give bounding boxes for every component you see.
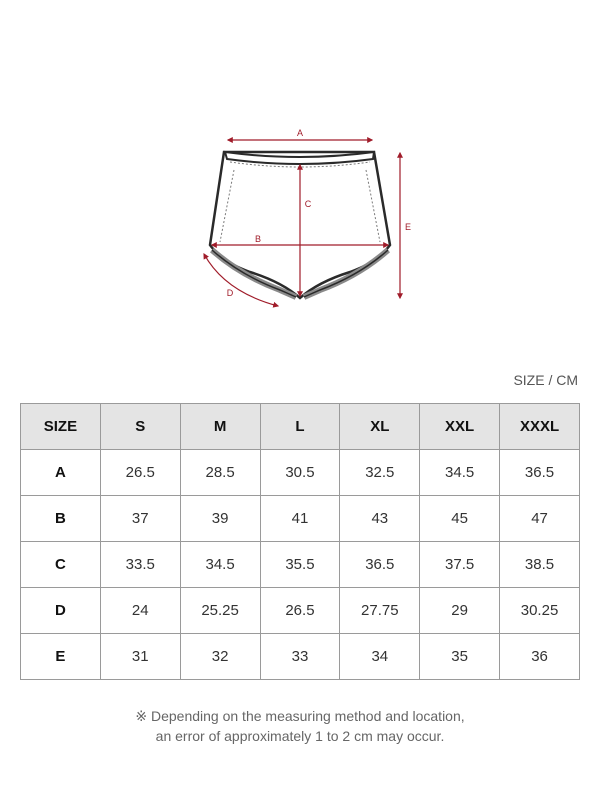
table-cell: 26.5 [100, 450, 180, 496]
table-row-b [21, 496, 580, 542]
table-cell: 38.5 [500, 542, 580, 588]
header-s: S [100, 404, 180, 450]
table-header-row [21, 404, 580, 450]
table-cell: 43 [340, 496, 420, 542]
table-row-e [21, 634, 580, 680]
header-size: SIZE [21, 404, 101, 450]
table-cell: 24 [100, 588, 180, 634]
row-label: B [21, 496, 101, 542]
table-cell: 34.5 [420, 450, 500, 496]
table-cell: 45 [420, 496, 500, 542]
row-label: D [21, 588, 101, 634]
header-m: M [180, 404, 260, 450]
table-cell: 31 [100, 634, 180, 680]
table-cell: 35.5 [260, 542, 340, 588]
label-c: C [304, 199, 312, 209]
table-cell: 30.5 [260, 450, 340, 496]
table-cell: 29 [420, 588, 500, 634]
label-b: B [254, 234, 262, 244]
row-label: A [21, 450, 101, 496]
table-cell: 32 [180, 634, 260, 680]
table-cell: 36 [500, 634, 580, 680]
table-cell: 36.5 [500, 450, 580, 496]
table-cell: 39 [180, 496, 260, 542]
table-cell: 34 [340, 634, 420, 680]
label-a: A [296, 128, 304, 138]
table-cell: 26.5 [260, 588, 340, 634]
table-cell: 33 [260, 634, 340, 680]
label-d: D [226, 288, 234, 298]
row-label: E [21, 634, 101, 680]
table-cell: 32.5 [340, 450, 420, 496]
table-cell: 47 [500, 496, 580, 542]
label-e: E [404, 222, 412, 232]
table-cell: 41 [260, 496, 340, 542]
header-xxl: XXL [420, 404, 500, 450]
row-label: C [21, 542, 101, 588]
table-cell: 33.5 [100, 542, 180, 588]
table-cell: 37.5 [420, 542, 500, 588]
table-cell: 25.25 [180, 588, 260, 634]
note-line-2: an error of approximately 1 to 2 cm may occur. [155, 728, 445, 744]
header-l: L [260, 404, 340, 450]
table-cell: 28.5 [180, 450, 260, 496]
table-row-d [21, 588, 580, 634]
table-cell: 37 [100, 496, 180, 542]
table-cell: 35 [420, 634, 500, 680]
garment-measurement-diagram [0, 110, 600, 330]
header-xxxl: XXXL [500, 404, 580, 450]
note-line-1: ※ Depending on the measuring method and location, [135, 708, 465, 724]
unit-label: SIZE / CM [513, 372, 578, 388]
table-cell: 27.75 [340, 588, 420, 634]
header-xl: XL [340, 404, 420, 450]
table-cell: 30.25 [500, 588, 580, 634]
measurement-note [0, 706, 600, 746]
size-chart-table [20, 403, 580, 680]
table-row-a [21, 450, 580, 496]
table-row-c [21, 542, 580, 588]
table-cell: 36.5 [340, 542, 420, 588]
table-cell: 34.5 [180, 542, 260, 588]
